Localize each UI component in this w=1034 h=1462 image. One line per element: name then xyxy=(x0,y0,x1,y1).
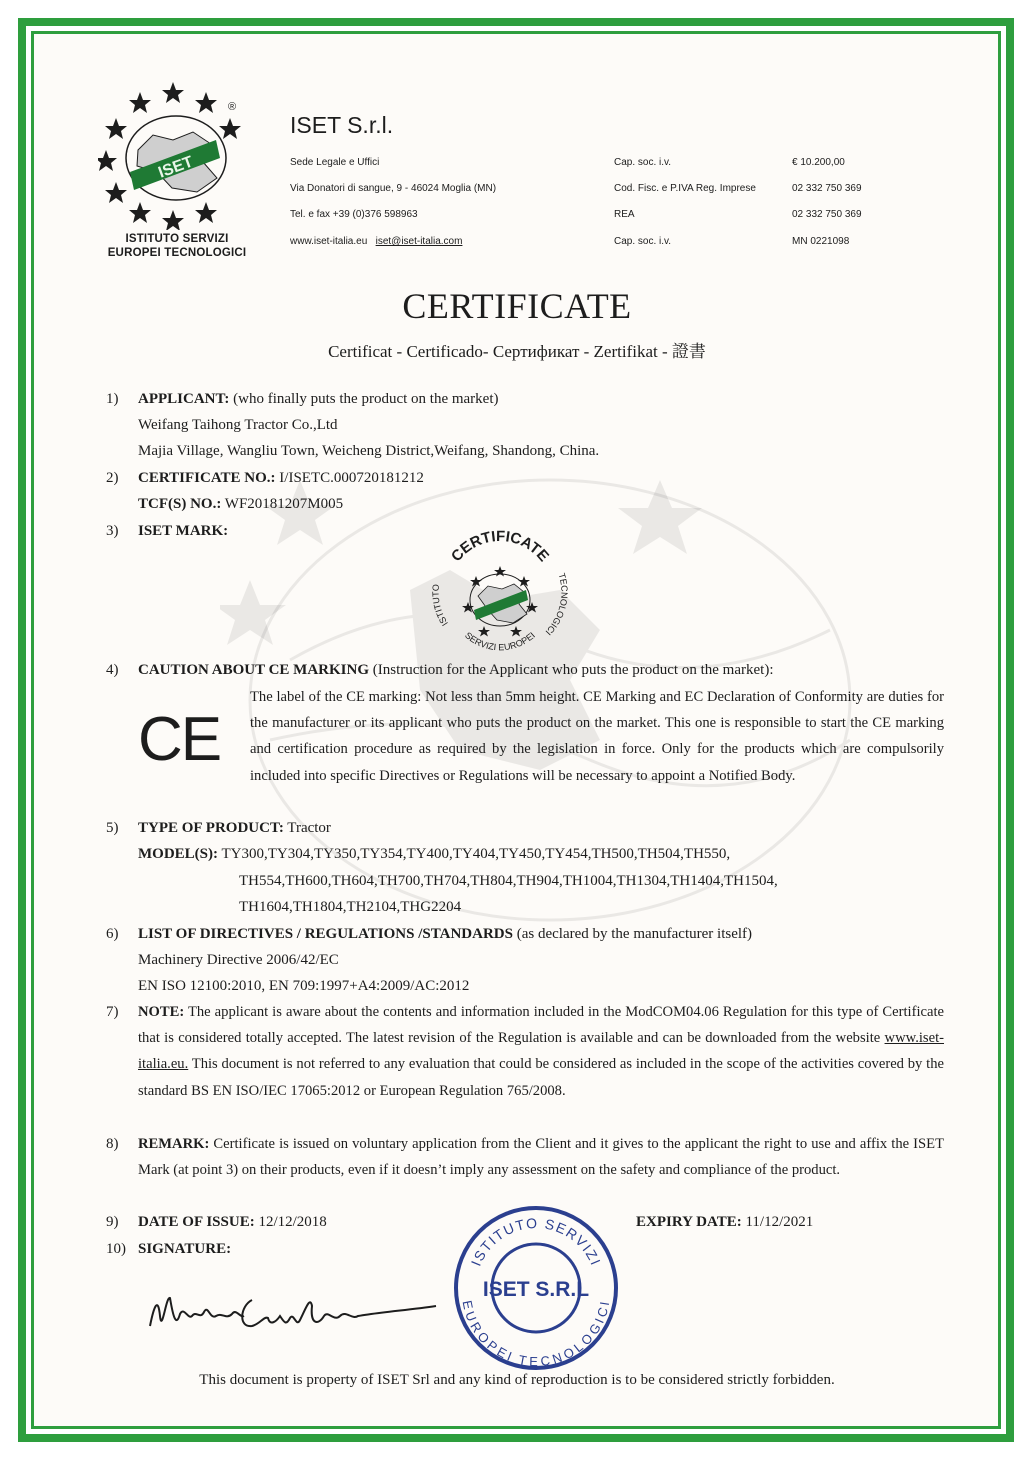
svg-text:®: ® xyxy=(228,101,237,113)
signature-label: SIGNATURE: xyxy=(138,1241,232,1257)
company-stamp xyxy=(452,1204,620,1372)
section-number: 9) xyxy=(106,1214,119,1230)
iset-mark-seal-icon xyxy=(420,518,580,668)
logo-caption-line2: EUROPEI TECNOLOGICI xyxy=(107,247,247,259)
section-number: 3) xyxy=(106,523,119,539)
info-right-2: 02 332 750 369 xyxy=(792,209,862,220)
issue-date-label: DATE OF ISSUE: xyxy=(138,1214,255,1230)
applicant-heading xyxy=(138,391,499,408)
models-value-1: TY300,TY304,TY350,TY354,TY400,TY404,TY450,TY454,TH500,TH504,TH550, xyxy=(218,846,731,862)
logo-caption xyxy=(92,232,262,260)
website-link[interactable]: www.iset-italia.eu xyxy=(290,236,368,247)
note-text-b: This document is not referred to any evaluation that could be considered as included in the scope of the activities covered by the standard BS EN ISO/IEC 17065:2012 or European Regulation 765/2008. xyxy=(138,1056,944,1099)
logo-caption-line1: ISTITUTO SERVIZI xyxy=(125,233,229,245)
info-mid-0: Cap. soc. i.v. xyxy=(614,157,672,168)
info-right-1: 02 332 750 369 xyxy=(792,183,862,194)
signature-graphic xyxy=(140,1276,440,1356)
company-name: ISET S.r.l. xyxy=(290,112,394,138)
directives-heading xyxy=(138,926,752,943)
ce-caution-text: The label of the CE marking: Not less than 5mm height. CE Marking and EC Declaration of Conformity are duties for the manufacturer or its applicant who puts the product on the market. This one is responsible to start the CE marking and certification procedure as required by the legislation in force. Only for the products which are compulsorily included into specific Directives or Regulations will be necessary to appoint a Notified Body. xyxy=(250,689,944,784)
models-line-1 xyxy=(138,846,730,863)
ce-caution-heading xyxy=(138,662,774,679)
applicant-name: Weifang Taihong Tractor Co.,Ltd xyxy=(138,417,338,433)
note-label: NOTE: xyxy=(138,1004,185,1020)
product-type-label: TYPE OF PRODUCT: xyxy=(138,820,284,836)
directive-line-1: Machinery Directive 2006/42/EC xyxy=(138,952,339,968)
svg-text:EUROPEI TECNOLOGICI: EUROPEI TECNOLOGICI xyxy=(459,1299,613,1370)
tcf-number-label: TCF(S) NO.: xyxy=(138,496,222,512)
certificate-number xyxy=(138,470,424,487)
directive-line-2: EN ISO 12100:2010, EN 709:1997+A4:2009/AC:2012 xyxy=(138,978,470,994)
note-text-a: The applicant is aware about the contents and information included in the ModCOM04.06 Regulation for this type of Certificate that is considered totally accepted. The latest revision of the Regulation is available and can be downloaded from the website xyxy=(138,1004,944,1047)
section-number: 10) xyxy=(106,1241,126,1257)
directives-label: LIST OF DIRECTIVES / REGULATIONS /STANDARDS xyxy=(138,926,513,942)
info-left-1: Via Donatori di sangue, 9 - 46024 Moglia (MN) xyxy=(290,183,497,194)
section-number: 4) xyxy=(106,662,119,678)
tcf-number xyxy=(138,496,343,513)
section-number: 5) xyxy=(106,820,119,836)
directives-note: (as declared by the manufacturer itself) xyxy=(512,926,753,942)
section-number: 2) xyxy=(106,470,119,486)
info-right-3: MN 0221098 xyxy=(792,236,850,247)
ce-caution-label: CAUTION ABOUT CE MARKING xyxy=(138,662,369,678)
expiry-date-label: EXPIRY DATE: xyxy=(636,1214,742,1230)
note-paragraph xyxy=(138,999,944,1104)
svg-text:SERVIZI EUROPEI: SERVIZI EUROPEI xyxy=(463,630,537,653)
email-link[interactable]: iset@iset-italia.com xyxy=(375,236,463,247)
footer-notice: This document is property of ISET Srl and any kind of reproduction is to be considered strictly forbidden. xyxy=(199,1372,835,1388)
certificate-number-label: CERTIFICATE NO.: xyxy=(138,470,276,486)
remark-text: Certificate is issued on voluntary application from the Client and it gives to the applicant the right to use and affix the ISET Mark (at point 3) on their products, even if it doesn’t imply any assessment on the safety and compliance of the product. xyxy=(138,1136,944,1179)
regulation-link[interactable]: www.iset-italia.eu. xyxy=(138,1030,944,1073)
applicant-address: Majia Village, Wangliu Town, Weicheng District,Weifang, Shandong, China. xyxy=(138,443,600,459)
ce-caution-note: (Instruction for the Applicant who puts the product on the market): xyxy=(369,662,774,678)
svg-text:ISET S.R.L: ISET S.R.L xyxy=(482,1278,590,1301)
product-type-value: Tractor xyxy=(283,820,331,836)
ce-mark-icon: CE xyxy=(138,705,221,774)
info-left-3 xyxy=(290,236,462,247)
section-number: 6) xyxy=(106,926,119,942)
issue-date-value: 12/12/2018 xyxy=(254,1214,327,1230)
models-line-2: TH554,TH600,TH604,TH700,TH704,TH804,TH904,TH1004,TH1304,TH1404,TH1504, xyxy=(239,873,778,889)
product-type xyxy=(138,820,331,837)
tcf-number-value: WF20181207M005 xyxy=(221,496,344,512)
svg-text:CERTIFICATE: CERTIFICATE xyxy=(447,527,553,566)
svg-text:ISTITUTO: ISTITUTO xyxy=(430,583,450,628)
section-number: 1) xyxy=(106,391,119,407)
info-left-0: Sede Legale e Uffici xyxy=(290,157,380,168)
section-number: 8) xyxy=(106,1136,119,1152)
certificate-number-value: I/ISETC.000720181212 xyxy=(275,470,424,486)
remark-paragraph xyxy=(138,1131,944,1183)
models-label: MODEL(S): xyxy=(138,846,218,862)
info-left-2: Tel. e fax +39 (0)376 598963 xyxy=(290,209,418,220)
certificate-subtitle: Certificat - Certificado- Сертификат - Zertifikat - 證書 xyxy=(328,342,706,361)
expiry-date xyxy=(636,1214,813,1231)
issue-date xyxy=(138,1214,327,1231)
info-mid-3: Cap. soc. i.v. xyxy=(614,236,672,247)
certificate-title: CERTIFICATE xyxy=(402,286,632,326)
applicant-label: APPLICANT: xyxy=(138,391,230,407)
applicant-note: (who finally puts the product on the market) xyxy=(229,391,499,407)
expiry-date-value: 11/12/2021 xyxy=(741,1214,814,1230)
remark-label: REMARK: xyxy=(138,1136,210,1152)
svg-text:ISET: ISET xyxy=(156,153,196,182)
info-mid-2: REA xyxy=(614,209,635,220)
svg-text:TECNOLOGICI: TECNOLOGICI xyxy=(543,571,570,638)
iset-logo-icon xyxy=(98,80,248,230)
svg-text:ISTITUTO SERVIZI: ISTITUTO SERVIZI xyxy=(467,1214,605,1269)
info-mid-1: Cod. Fisc. e P.IVA Reg. Imprese xyxy=(614,183,756,194)
models-line-3: TH1604,TH1804,TH2104,THG2204 xyxy=(239,899,462,915)
iset-mark-label: ISET MARK: xyxy=(138,523,229,539)
info-right-0: € 10.200,00 xyxy=(792,157,845,168)
section-number: 7) xyxy=(106,1004,119,1020)
